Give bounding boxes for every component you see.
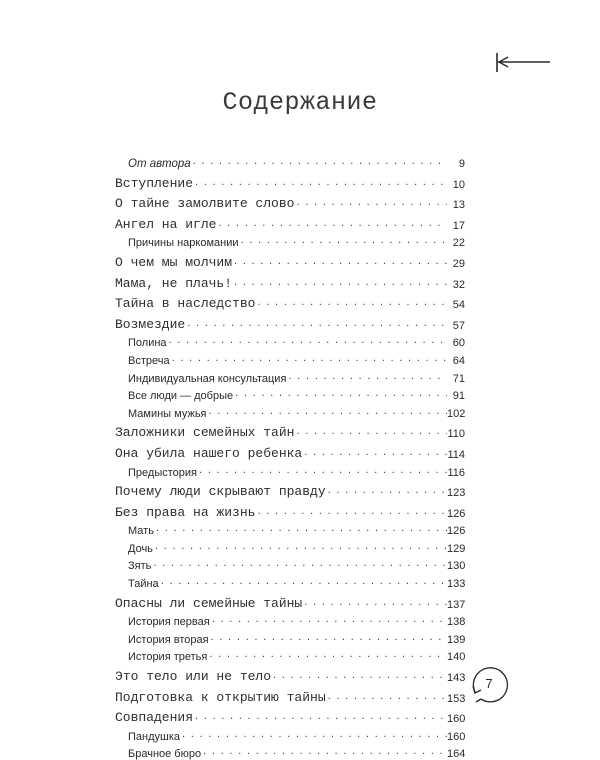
toc-entry — [115, 332, 465, 350]
toc-entry-title: Ангел на игле — [115, 216, 217, 232]
dot-leader — [172, 354, 447, 367]
dot-leader — [193, 157, 447, 170]
dot-leader — [304, 448, 447, 461]
toc-entry-title: Подготовка к открытию тайны — [115, 689, 326, 705]
page-number-marker — [467, 662, 511, 706]
toc-entry — [115, 270, 465, 291]
toc-entry-page: 22 — [452, 237, 465, 250]
toc-entry — [115, 385, 465, 403]
dot-leader — [218, 219, 447, 232]
toc-entry — [115, 420, 465, 441]
dot-leader — [153, 559, 447, 572]
toc-entry — [115, 520, 465, 538]
toc-entry — [115, 663, 465, 684]
toc-entry-title: Тайна — [128, 578, 159, 591]
dot-leader — [195, 712, 447, 725]
dot-leader — [195, 178, 447, 191]
toc-entry-page: 123 — [447, 487, 466, 500]
toc-entry-title: Все люди — добрые — [128, 390, 234, 403]
toc-entry — [115, 611, 465, 629]
toc-entry — [115, 628, 465, 646]
dot-leader — [155, 542, 447, 555]
toc-entry — [115, 211, 465, 232]
toc-entry-title: Индивидуальная консультация — [128, 372, 287, 385]
toc-entry-title: Совпадения — [115, 710, 194, 726]
toc-entry-page: 130 — [447, 560, 466, 573]
toc-entry-page: 102 — [447, 407, 466, 420]
page-number: 7 — [485, 676, 493, 691]
toc-entry-title: Это тело или не тело — [115, 669, 272, 685]
dot-leader — [211, 633, 447, 646]
toc-entry — [115, 555, 465, 573]
toc-entry-title: Опасны ли семейные тайны — [115, 595, 303, 611]
toc-entry — [115, 440, 465, 461]
toc-entry-title: Она убила нашего ребенка — [115, 445, 303, 461]
toc-entry-title: Встреча — [128, 354, 170, 367]
dot-leader — [288, 372, 447, 385]
toc-entry-page: 116 — [447, 466, 465, 479]
toc-entry-title: О тайне замолвите слово — [115, 196, 295, 212]
dot-leader — [169, 336, 447, 349]
toc-entry-page: 13 — [452, 199, 465, 212]
toc-entry-page: 64 — [452, 354, 465, 367]
toc-entry-title: Возмездие — [115, 316, 186, 332]
dot-leader — [187, 319, 447, 332]
toc-entry — [115, 232, 465, 250]
toc-entry-page: 57 — [452, 319, 465, 332]
toc-entry-page: 164 — [447, 748, 466, 760]
toc-entry-title: История первая — [128, 616, 210, 629]
toc-entry — [115, 249, 465, 270]
toc-entry — [115, 191, 465, 212]
toc-entry — [115, 590, 465, 611]
toc-entry-page: 60 — [452, 337, 465, 350]
toc-entry — [115, 743, 465, 760]
toc-entry-page: 17 — [452, 219, 465, 232]
table-of-contents — [115, 152, 465, 760]
toc-entry — [115, 152, 465, 170]
dot-leader — [161, 577, 447, 590]
dot-leader — [328, 692, 447, 705]
dot-leader — [235, 389, 447, 402]
toc-entry-page: 139 — [447, 633, 466, 646]
toc-entry — [115, 705, 465, 726]
page-title: Содержание — [222, 88, 378, 117]
toc-entry-page: 10 — [452, 178, 465, 191]
toc-entry-page: 137 — [447, 598, 466, 611]
toc-entry-title: Причины наркомании — [128, 237, 239, 250]
toc-entry — [115, 367, 465, 385]
dot-leader — [304, 598, 447, 611]
toc-entry-page: 91 — [452, 390, 465, 403]
toc-entry-title: Дочь — [128, 542, 153, 555]
toc-entry-title: Почему люди скрывают правду — [115, 484, 326, 500]
toc-entry-title: Без права на жизнь — [115, 504, 256, 520]
toc-entry-page: 126 — [447, 507, 466, 520]
toc-entry — [115, 499, 465, 520]
toc-entry-title: Тайна в наследство — [115, 296, 256, 312]
toc-entry-page: 160 — [447, 730, 466, 743]
toc-entry-title: Вступление — [115, 175, 194, 191]
toc-entry — [115, 170, 465, 191]
dot-leader — [209, 650, 447, 663]
dot-leader — [199, 466, 447, 479]
toc-entry — [115, 461, 465, 479]
toc-entry-page: 32 — [452, 278, 465, 291]
toc-entry-page: 140 — [447, 651, 466, 664]
toc-entry — [115, 646, 465, 664]
toc-entry-title: История вторая — [128, 633, 209, 646]
toc-entry-page: 9 — [458, 158, 465, 170]
toc-entry-page: 138 — [447, 616, 466, 629]
toc-entry-page: 153 — [447, 692, 466, 705]
toc-entry-page: 54 — [452, 299, 465, 312]
dot-leader — [209, 407, 447, 420]
toc-entry-title: История третья — [128, 651, 208, 664]
toc-entry-title: О чем мы молчим — [115, 254, 233, 270]
toc-entry — [115, 402, 465, 420]
dot-leader — [234, 257, 447, 270]
toc-entry — [115, 291, 465, 312]
toc-entry-page: 143 — [447, 672, 466, 685]
dot-leader — [203, 747, 447, 760]
toc-entry — [115, 725, 465, 743]
arrow-left-bar-icon — [494, 50, 552, 74]
toc-entry-page: 110 — [447, 428, 465, 441]
toc-entry-title: Мать — [128, 525, 154, 538]
toc-entry-title: Заложники семейных тайн — [115, 425, 295, 441]
dot-leader — [273, 671, 447, 684]
dot-leader — [234, 278, 447, 291]
dot-leader — [212, 615, 447, 628]
toc-entry-title: Зять — [128, 560, 152, 573]
toc-entry — [115, 479, 465, 500]
dot-leader — [257, 507, 447, 520]
toc-entry — [115, 349, 465, 367]
toc-entry — [115, 311, 465, 332]
toc-entry-title: Полина — [128, 337, 167, 350]
dot-leader — [296, 198, 447, 211]
toc-entry — [115, 572, 465, 590]
toc-entry — [115, 684, 465, 705]
toc-entry-title: Мама, не плачь! — [115, 275, 233, 291]
dot-leader — [257, 298, 447, 311]
toc-entry-title: Брачное бюро — [128, 748, 202, 760]
dot-leader — [296, 427, 447, 440]
dot-leader — [328, 486, 447, 499]
toc-entry-title: Предыстория — [128, 466, 197, 479]
toc-entry-page: 129 — [447, 542, 466, 555]
dot-leader — [182, 730, 447, 743]
toc-entry-title: От автора — [128, 158, 191, 170]
toc-entry-page: 126 — [447, 525, 466, 538]
toc-entry-title: Мамины мужья — [128, 407, 207, 420]
toc-entry-page: 114 — [447, 448, 465, 461]
toc-entry — [115, 537, 465, 555]
toc-entry-page: 133 — [447, 578, 466, 591]
dot-leader — [241, 236, 448, 249]
toc-entry-page: 160 — [447, 713, 466, 726]
toc-entry-page: 29 — [452, 257, 465, 270]
toc-entry-page: 71 — [452, 372, 465, 385]
dot-leader — [156, 524, 447, 537]
toc-entry-title: Пандушка — [128, 730, 181, 743]
